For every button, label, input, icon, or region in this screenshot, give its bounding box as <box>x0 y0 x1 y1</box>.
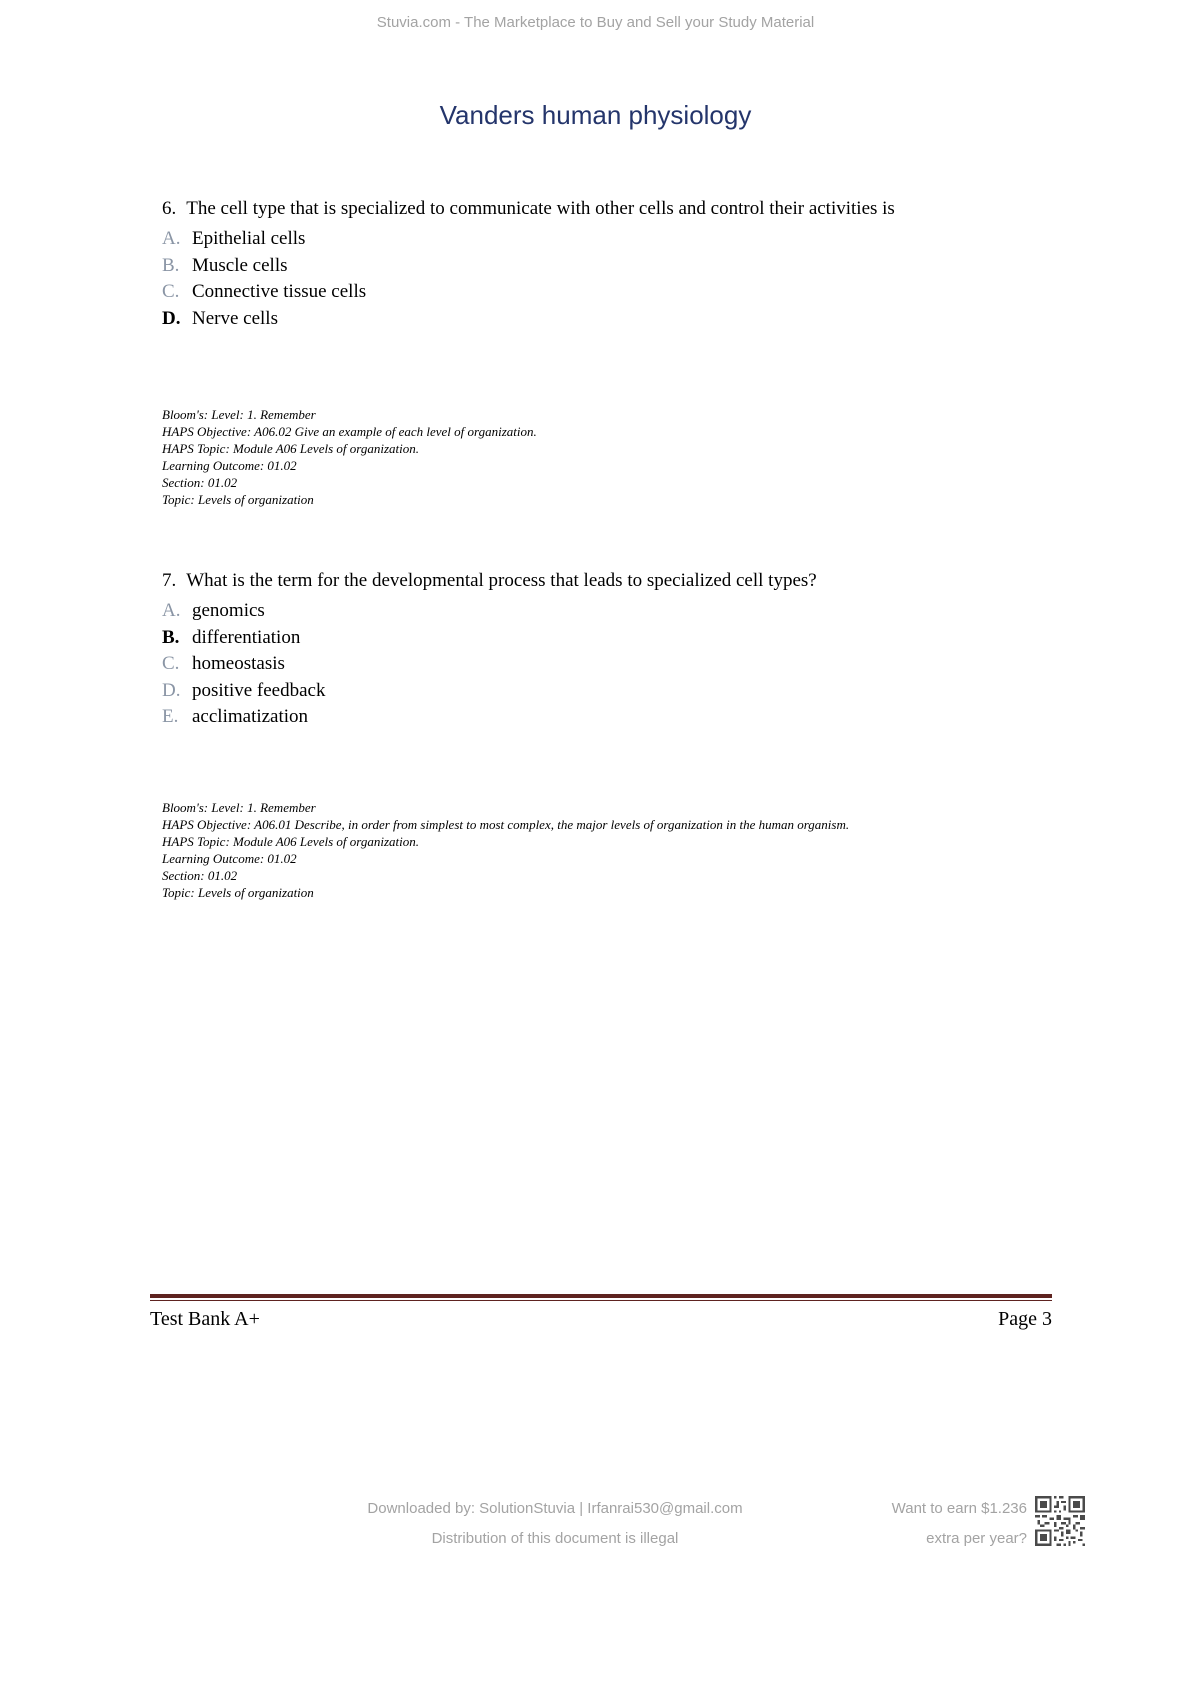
option-text: homeostasis <box>192 653 285 674</box>
question-6-text <box>162 196 1034 222</box>
option-7-a <box>162 598 1034 625</box>
footer-test-bank-label: Test Bank A+ <box>150 1308 260 1330</box>
option-text: acclimatization <box>192 706 309 727</box>
option-7-b <box>162 625 1034 652</box>
option-letter: E. <box>162 706 179 727</box>
option-letter: A. <box>162 228 181 249</box>
meta-haps-objective: HAPS Objective: A06.02 Give an example of each level of organization. <box>162 424 537 439</box>
option-7-c <box>162 651 1034 678</box>
page-title: Vanders human physiology <box>439 100 752 130</box>
option-6-c <box>162 279 1034 306</box>
question-7-metadata <box>162 799 1034 901</box>
option-letter: C. <box>162 281 180 302</box>
question-7-options <box>162 598 1034 731</box>
question-6-options <box>162 226 1034 332</box>
option-text: Muscle cells <box>192 254 288 276</box>
option-text: Nerve cells <box>192 307 278 329</box>
question-6-metadata <box>162 406 1034 508</box>
question-7-text <box>162 568 1034 594</box>
option-letter: B. <box>162 254 180 276</box>
option-text: genomics <box>192 600 265 621</box>
meta-section: Section: 01.02 <box>162 475 238 490</box>
option-letter: C. <box>162 653 180 674</box>
meta-blooms: Bloom's: Level: 1. Remember <box>162 799 316 815</box>
meta-section: Section: 01.02 <box>162 867 238 883</box>
meta-topic: Topic: Levels of organization <box>162 492 314 507</box>
page-footer <box>150 1308 1052 1331</box>
option-letter: D. <box>162 307 181 329</box>
question-6-number: 6. <box>162 198 177 219</box>
footer-page-number: Page 3 <box>998 1308 1052 1330</box>
option-text: Connective tissue cells <box>192 281 367 302</box>
option-6-a <box>162 226 1034 253</box>
option-letter: B. <box>162 626 180 648</box>
footer-divider <box>150 1294 1052 1301</box>
question-6-stem: The cell type that is specialized to communicate with other cells and control their activities is <box>186 198 895 219</box>
earn-text-line1: Want to earn $1.236 <box>891 1500 1027 1517</box>
meta-haps-topic: HAPS Topic: Module A06 Levels of organization. <box>162 833 419 849</box>
option-letter: A. <box>162 600 181 621</box>
option-text: Epithelial cells <box>192 228 306 249</box>
question-7-number: 7. <box>162 570 177 591</box>
meta-haps-objective: HAPS Objective: A06.01 Describe, in order from simplest to most complex, the major levels of organization in the human organism. <box>162 816 850 832</box>
earn-text-line2: extra per year? <box>926 1530 1027 1547</box>
qr-code <box>1035 1496 1085 1546</box>
meta-learning-outcome: Learning Outcome: 01.02 <box>162 850 297 866</box>
option-text: differentiation <box>192 626 301 648</box>
option-text: positive feedback <box>192 679 326 701</box>
distribution-illegal-text: Distribution of this document is illegal <box>431 1530 679 1547</box>
option-6-b <box>162 253 1034 280</box>
meta-learning-outcome: Learning Outcome: 01.02 <box>162 458 297 473</box>
option-letter: D. <box>162 679 181 701</box>
meta-topic: Topic: Levels of organization <box>162 884 314 900</box>
meta-blooms: Bloom's: Level: 1. Remember <box>162 407 316 422</box>
option-6-d <box>162 306 1034 333</box>
downloaded-by-text: Downloaded by: SolutionStuvia | Irfanrai530@gmail.com <box>367 1500 743 1517</box>
question-7 <box>162 568 1034 901</box>
site-header-text: Stuvia.com - The Marketplace to Buy and Sell your Study Material <box>376 14 815 31</box>
question-7-stem: What is the term for the developmental process that leads to specialized cell types? <box>186 570 817 591</box>
meta-haps-topic: HAPS Topic: Module A06 Levels of organization. <box>162 441 419 456</box>
question-6 <box>162 196 1034 508</box>
option-7-d <box>162 678 1034 705</box>
option-7-e <box>162 704 1034 731</box>
